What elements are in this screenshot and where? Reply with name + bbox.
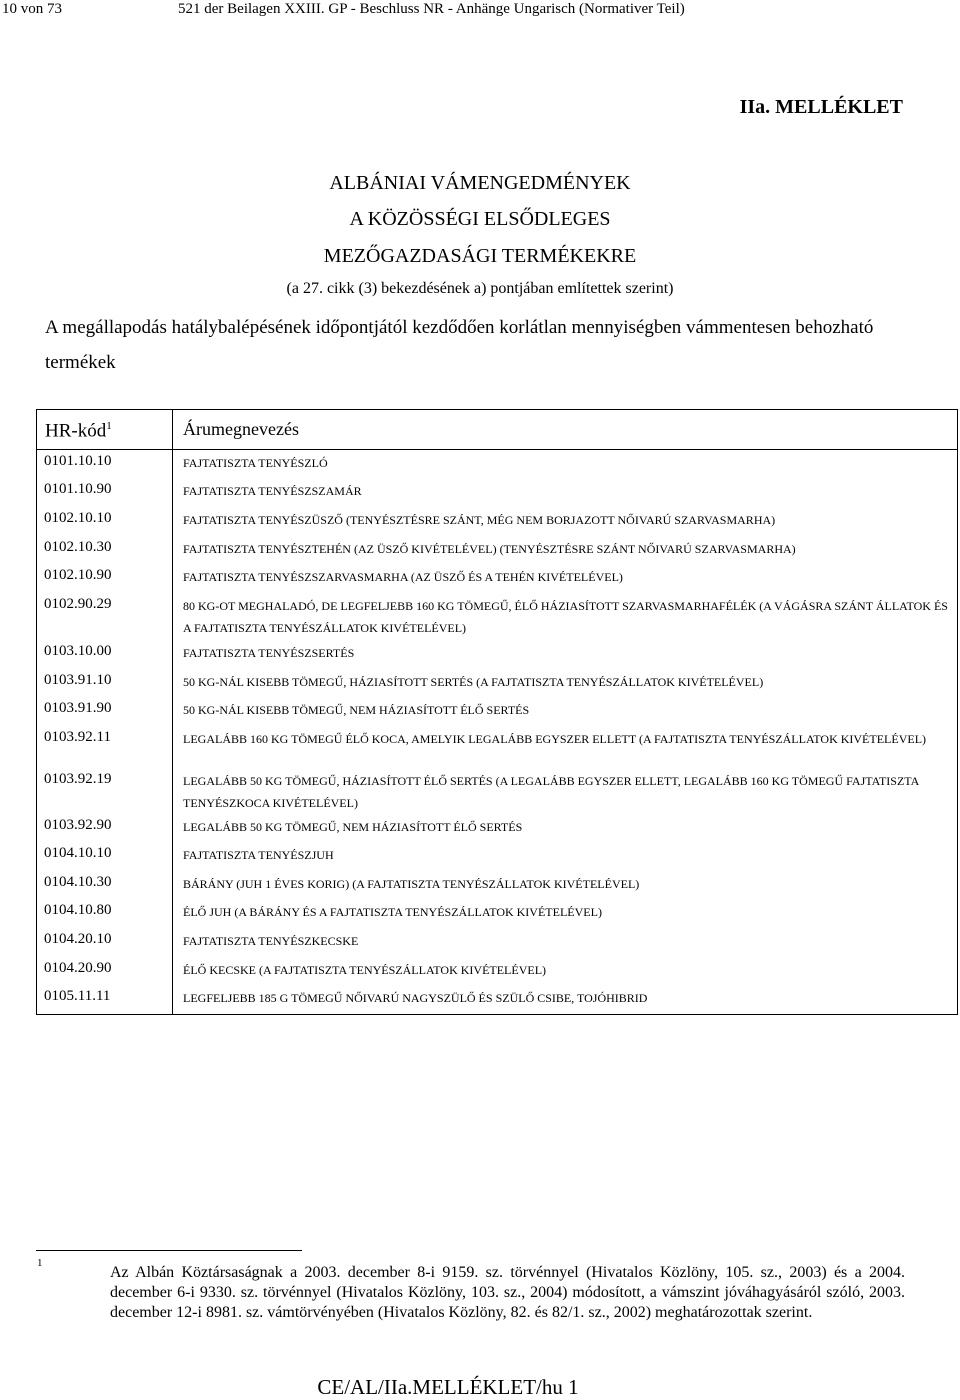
description-cell: ÉLŐ JUH (A BÁRÁNY ÉS A FAJTATISZTA TENYÉSZÁLLATOK KIVÉTELÉVEL) (183, 905, 602, 919)
hs-code-cell: 0103.92.90 (37, 814, 173, 842)
description-cell: FAJTATISZTA TENYÉSZKECSKE (183, 934, 359, 948)
table-row (37, 928, 957, 957)
footnote-number: 1 (37, 1257, 43, 1269)
hs-code-cell: 0102.10.30 (37, 536, 173, 564)
table-row (37, 669, 957, 697)
header-code-label: HR-kód (45, 420, 107, 442)
table-row (37, 842, 957, 871)
hs-code-cell: 0103.10.00 (37, 640, 173, 669)
hs-code-cell: 0104.20.10 (37, 928, 173, 957)
description-cell: FAJTATISZTA TENYÉSZTEHÉN (AZ ÜSZŐ KIVÉTELÉVEL) (TENYÉSZTÉSRE SZÁNT NŐIVARÚ SZARVASMARHA) (183, 542, 796, 556)
title-line-3: MEZŐGAZDASÁGI TERMÉKEKRE (323, 245, 637, 267)
hs-code-cell: 0101.10.10 (37, 450, 173, 478)
table-row (37, 507, 957, 536)
description-cell: 50 KG-NÁL KISEBB TÖMEGŰ, NEM HÁZIASÍTOTT ÉLŐ SERTÉS (183, 703, 530, 717)
page-counter: 10 von 73 (2, 1, 62, 17)
document-header-title: 521 der Beilagen XXIII. GP - Beschluss NR - Anhänge Ungarisch (Normativer Teil) (178, 1, 685, 17)
hs-code-cell: 0102.10.90 (37, 564, 173, 593)
description-cell: FAJTATISZTA TENYÉSZSERTÉS (183, 646, 355, 660)
footnote-ref: 1 (106, 420, 112, 432)
description-cell: LEGALÁBB 50 KG TÖMEGŰ, NEM HÁZIASÍTOTT ÉLŐ SERTÉS (183, 820, 523, 834)
table-row (37, 985, 957, 1014)
table-row (37, 564, 957, 593)
hs-code-cell: 0101.10.90 (37, 478, 173, 507)
description-cell: FAJTATISZTA TENYÉSZLÓ (183, 456, 328, 470)
subtitle: (a 27. cikk (3) bekezdésének a) pontjában említettek szerint) (286, 280, 674, 297)
table-row (37, 697, 957, 726)
description-cell: FAJTATISZTA TENYÉSZSZARVASMARHA (AZ ÜSZŐ ÉS A TEHÉN KIVÉTELÉVEL) (183, 570, 623, 584)
table-row (37, 899, 957, 928)
hs-code-cell: 0104.10.30 (37, 871, 173, 899)
title-line-1: ALBÁNIAI VÁMENGEDMÉNYEK (329, 172, 631, 194)
hs-code-cell: 0103.91.90 (37, 697, 173, 726)
header-code-cell (37, 410, 173, 449)
table-body (37, 450, 957, 1014)
annex-label: IIa. MELLÉKLET (739, 96, 903, 118)
table-header (37, 410, 957, 450)
description-cell: FAJTATISZTA TENYÉSZSZAMÁR (183, 484, 362, 498)
hs-code-cell: 0104.10.80 (37, 899, 173, 928)
table-row (37, 726, 957, 768)
tariff-table (36, 409, 958, 1015)
hs-code-cell: 0103.92.19 (37, 768, 173, 814)
hs-code-cell: 0102.10.10 (37, 507, 173, 536)
table-row (37, 814, 957, 842)
footnote-text: Az Albán Köztársaságnak a 2003. december 8-i 9159. sz. törvénnyel (Hivatalos Közlöny, 105. sz., 2003) és a 2004. december 6-i 9330. sz. törvénnyel (Hivatalos Közlöny, 103. sz., 2004) módosított, a vámszint jóváhagyásáról szóló, 2003. december 12-i 8981. sz. vámtörvényében (Hivatalos Közlöny, 82. és 82/1. sz., 2002) meghatározottak szerint. (110, 1264, 905, 1321)
hs-code-cell: 0104.10.10 (37, 842, 173, 871)
intro-paragraph: A megállapodás hatálybalépésének időpontjától kezdődően korlátlan mennyiségben vámmentesen behozható termékek (45, 317, 874, 373)
hs-code-cell: 0105.11.11 (37, 985, 173, 1014)
description-cell: LEGFELJEBB 185 G TÖMEGŰ NŐIVARÚ NAGYSZÜLŐ ÉS SZÜLŐ CSIBE, TOJÓHIBRID (183, 991, 648, 1005)
hs-code-cell: 0102.90.29 (37, 593, 173, 640)
table-row (37, 768, 957, 814)
description-cell: LEGALÁBB 50 KG TÖMEGŰ, HÁZIASÍTOTT ÉLŐ SERTÉS (A LEGALÁBB EGYSZER ELLETT, LEGALÁBB 160 KG TÖMEGŰ FAJTATISZTA TENYÉSZKOCA KIVÉTELÉVEL) (183, 774, 919, 810)
header-desc-label: Árumegnevezés (183, 419, 299, 439)
description-cell: 80 KG-OT MEGHALADÓ, DE LEGFELJEBB 160 KG TÖMEGŰ, ÉLŐ HÁZIASÍTOTT SZARVASMARHAFÉLÉK (A VÁGÁSRA SZÁNT ÁLLATOK ÉS A FAJTATISZTA TENYÉSZÁLLATOK KIVÉTELÉVEL) (183, 599, 948, 635)
description-cell: BÁRÁNY (JUH 1 ÉVES KORIG) (A FAJTATISZTA TENYÉSZÁLLATOK KIVÉTELÉVEL) (183, 877, 640, 891)
table-row (37, 957, 957, 985)
footnote-divider (36, 1250, 302, 1251)
page-footer: CE/AL/IIa.MELLÉKLET/hu 1 (317, 1375, 579, 1399)
description-cell: 50 KG-NÁL KISEBB TÖMEGŰ, HÁZIASÍTOTT SERTÉS (A FAJTATISZTA TENYÉSZÁLLATOK KIVÉTELÉVEL) (183, 675, 764, 689)
table-row (37, 593, 957, 640)
description-cell: FAJTATISZTA TENYÉSZJUH (183, 848, 334, 862)
description-cell: FAJTATISZTA TENYÉSZÜSZŐ (TENYÉSZTÉSRE SZÁNT, MÉG NEM BORJAZOTT NŐIVARÚ SZARVASMARHA) (183, 513, 776, 527)
table-row (37, 871, 957, 899)
title-line-2: A KÖZÖSSÉGI ELSŐDLEGES (349, 208, 611, 230)
table-row (37, 536, 957, 564)
table-row (37, 640, 957, 669)
table-row (37, 450, 957, 478)
description-cell: LEGALÁBB 160 KG TÖMEGŰ ÉLŐ KOCA, AMELYIK LEGALÁBB EGYSZER ELLETT (A FAJTATISZTA TENYÉSZÁLLATOK KIVÉTELÉVEL) (183, 732, 927, 746)
table-row (37, 478, 957, 507)
description-cell: ÉLŐ KECSKE (A FAJTATISZTA TENYÉSZÁLLATOK KIVÉTELÉVEL) (183, 963, 547, 977)
hs-code-cell: 0103.92.11 (37, 726, 173, 768)
hs-code-cell: 0103.91.10 (37, 669, 173, 697)
hs-code-cell: 0104.20.90 (37, 957, 173, 985)
